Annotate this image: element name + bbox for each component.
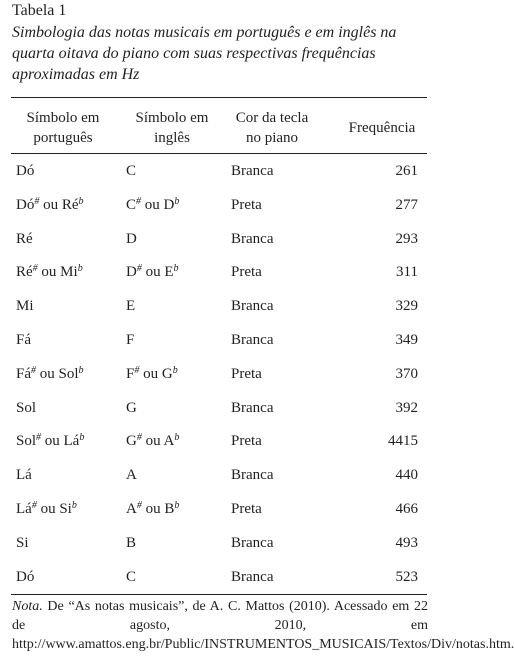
cell-key-color: Branca — [231, 331, 274, 348]
cell-key-color: Preta — [231, 433, 262, 450]
cell-frequency: 311 — [396, 264, 418, 281]
cell-portuguese: Lá — [16, 467, 32, 484]
table-row — [0, 190, 439, 224]
cell-key-color: Preta — [231, 196, 262, 213]
bottom-rule — [11, 594, 427, 595]
header-rule — [11, 153, 427, 154]
cell-frequency: 370 — [395, 365, 418, 382]
table-label: Tabela 1 — [12, 2, 67, 19]
cell-portuguese: Ré# ou Mi$^b$ — [16, 263, 83, 281]
cell-portuguese: Dó — [16, 163, 35, 179]
cell-frequency: 329 — [395, 298, 418, 315]
table-row — [0, 528, 439, 562]
table-row — [0, 325, 439, 359]
note-text: De “As notas musicais”, de A. C. Mattos (2010). Acessado em 22 de agosto, 2010, em http://www.amattos.eng.br/Public/INSTRUMENTOS_MUSICAIS/Textos/Div/notas.htm. — [12, 599, 514, 652]
header-key-color-line2: no piano — [245, 130, 299, 146]
table-row — [0, 257, 439, 291]
cell-key-color: Branca — [231, 568, 274, 585]
table-row — [0, 562, 439, 596]
cell-english: B — [126, 534, 137, 551]
cell-frequency: 349 — [395, 331, 418, 348]
cell-english: G — [126, 399, 137, 416]
cell-portuguese: Lá# ou Si$^b$ — [16, 499, 77, 517]
cell-frequency: 4415 — [388, 433, 418, 450]
note-label: Nota. — [12, 599, 43, 614]
cell-english: A# ou $B^b$ — [126, 499, 180, 517]
cell-portuguese: Sol — [16, 399, 37, 416]
cell-frequency: 293 — [395, 230, 418, 247]
cell-key-color: Branca — [231, 467, 274, 484]
cell-frequency: 466 — [395, 500, 418, 517]
header-key-color — [226, 108, 318, 148]
table-row — [0, 224, 439, 258]
cell-portuguese: Mi — [16, 298, 34, 315]
header-english-symbol — [122, 108, 222, 148]
cell-portuguese: Fá# ou Sol$^b$ — [16, 364, 84, 382]
table-body — [0, 156, 439, 595]
header-english-line1: Símbolo em — [135, 110, 209, 126]
table-row — [0, 460, 439, 494]
cell-portuguese: Sol# ou $Lá^b$ — [16, 432, 85, 450]
table-row — [0, 156, 439, 190]
header-portuguese-line1: Símbolo em — [26, 110, 100, 126]
cell-portuguese: Dó# ou $Ré^b$ — [16, 195, 84, 213]
cell-key-color: Branca — [231, 399, 274, 416]
cell-key-color: Preta — [231, 264, 262, 281]
cell-english: G# ou $A^b$ — [126, 432, 180, 450]
table-row — [0, 291, 439, 325]
cell-key-color: Branca — [231, 230, 274, 247]
cell-portuguese: Si — [16, 534, 29, 551]
header-portuguese-line2: português — [33, 130, 93, 146]
header-portuguese-symbol — [14, 108, 112, 148]
table-row — [0, 494, 439, 528]
cell-english: C — [126, 163, 137, 179]
top-rule — [11, 97, 427, 98]
cell-key-color: Preta — [231, 365, 262, 382]
cell-key-color: Branca — [231, 298, 274, 315]
header-frequency: Frequência — [348, 120, 416, 136]
cell-english: C# ou $D^b$ — [126, 195, 180, 213]
cell-frequency: 440 — [395, 467, 418, 484]
cell-portuguese: Fá — [16, 331, 31, 348]
table-note — [12, 597, 514, 654]
cell-key-color: Branca — [231, 163, 274, 179]
cell-frequency: 523 — [395, 568, 418, 585]
cell-portuguese: Ré — [16, 230, 33, 247]
cell-english: D — [126, 230, 137, 247]
table-row — [0, 359, 439, 393]
cell-english: F — [126, 331, 135, 348]
cell-key-color: Branca — [231, 534, 274, 551]
header-english-line2: inglês — [154, 130, 190, 146]
table-caption: Simbologia das notas musicais em português e em inglês na quarta oitava do piano com suas respectivas frequências aproximadas em Hz — [12, 24, 397, 83]
cell-english: A — [126, 467, 137, 484]
cell-frequency: 493 — [395, 534, 418, 551]
cell-frequency: 277 — [395, 196, 418, 213]
cell-key-color: Preta — [231, 500, 262, 517]
cell-english: E — [126, 298, 136, 315]
table-row — [0, 393, 439, 427]
cell-frequency: 261 — [395, 163, 418, 179]
cell-frequency: 392 — [395, 399, 418, 416]
cell-portuguese: Dó — [16, 568, 35, 585]
cell-english: D# ou $E^b$ — [126, 263, 179, 281]
cell-english: C — [126, 568, 137, 585]
header-key-color-line1: Cor da tecla — [235, 110, 309, 126]
table-row — [0, 426, 439, 460]
cell-english: F# ou $G^b$ — [126, 364, 178, 382]
